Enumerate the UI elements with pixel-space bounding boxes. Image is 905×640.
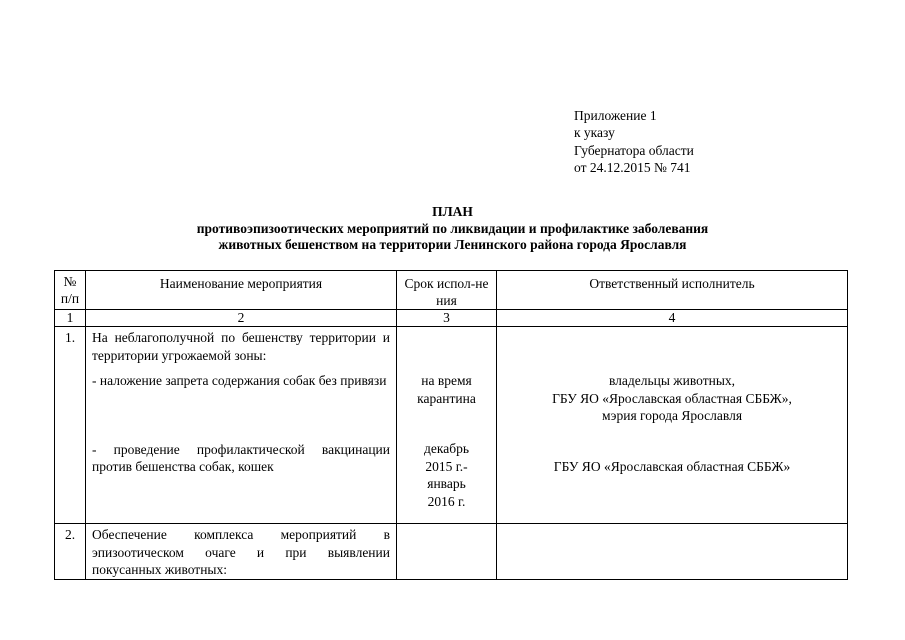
appendix-line: Приложение 1 [574, 108, 657, 123]
appendix-line: Губернатора области [574, 142, 694, 158]
appendix-block [574, 107, 694, 176]
row-term-cell [397, 524, 497, 580]
row-resp: ГБУ ЯО «Ярославская областная СББЖ» [553, 458, 791, 474]
row-item-text: - проведение профилактической вакцинации против бешенства собак, кошек [92, 441, 390, 474]
row-text: Обеспечение комплекса мероприятий в эпизоотическом очаге и при выявлении покусанных животных: [92, 527, 390, 577]
header-num: № п/п [55, 271, 86, 310]
col-number: 3 [397, 310, 497, 327]
plan-table [54, 270, 848, 580]
row-num: 2. [55, 524, 86, 580]
row-term-cell [397, 327, 497, 524]
row-resp-line: ГБУ ЯО «Ярославская областная СББЖ», [552, 390, 792, 406]
row-intro: На неблагополучной по бешенству территории и территории угрожаемой зоны: [92, 330, 390, 363]
row-term-block [397, 407, 496, 510]
row-term-line: январь [427, 476, 466, 491]
row-resp-line: владельцы животных, [608, 373, 736, 388]
header-name: Наименование мероприятия [86, 271, 397, 310]
row-resp-cell [497, 524, 848, 580]
title-line: животных бешенством на территории Ленинского района города Ярославля [218, 237, 687, 252]
appendix-line: от 24.12.2015 № 741 [574, 159, 691, 175]
appendix-line: к указу [574, 125, 615, 141]
row-resp-cell [497, 327, 848, 524]
row-name-cell [86, 524, 397, 580]
column-number-row [55, 310, 848, 327]
header-resp: Ответственный исполнитель [497, 271, 848, 310]
col-number: 4 [497, 310, 848, 327]
header-term: Срок испол-нения [397, 271, 497, 310]
row-num: 1. [55, 327, 86, 524]
col-number: 2 [86, 310, 397, 327]
row-name-cell [86, 327, 397, 524]
title-line: противоэпизоотических мероприятий по ликвидации и профилактике заболевания [196, 220, 709, 236]
row-resp-block [497, 327, 847, 425]
document-title [0, 204, 905, 254]
row-resp-line: мэрия города Ярославля [601, 408, 743, 423]
row-item-text: - наложение запрета содержания собак без привязи [92, 373, 387, 388]
table-row [55, 327, 848, 524]
row-term-line: 2016 г. [427, 493, 466, 509]
table-header-row [55, 271, 848, 310]
col-number: 1 [55, 310, 86, 327]
table-row [55, 524, 848, 580]
row-term-line: декабрь [424, 441, 469, 456]
row-term: на время карантина [417, 373, 476, 406]
title-line: ПЛАН [432, 204, 473, 219]
row-term-line: 2015 г.- [425, 458, 468, 474]
